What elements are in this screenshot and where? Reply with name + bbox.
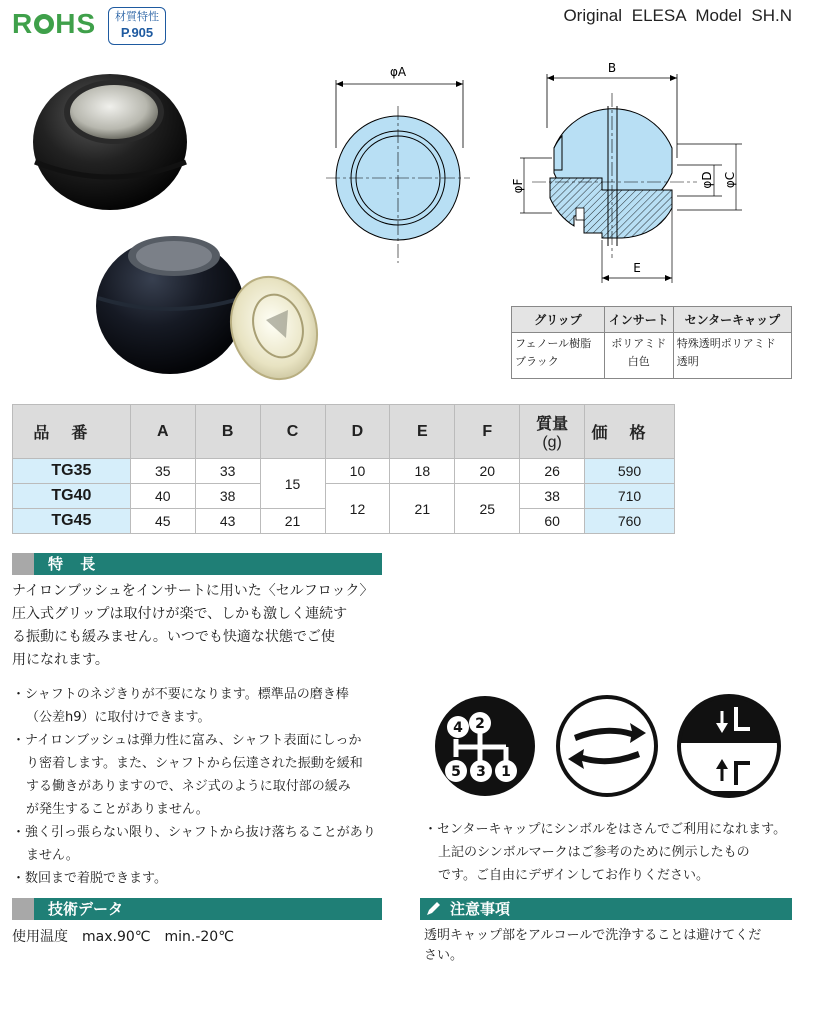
rohs-logo: R HS [12,8,97,39]
col-e: E [390,405,455,459]
note-line: ・センターキャップにシンボルをはさんでご利用になれます。 [424,822,787,837]
caution-line: 透明キャップ部をアルコールで洗浄することは避けてくだ [424,928,762,943]
table-row [13,484,675,509]
cell-b: 43 [195,509,260,534]
features-section-header [12,553,382,575]
cell-mass: 38 [520,484,585,509]
dim-e-label: E [633,261,641,275]
material-header-insert: インサート [604,307,673,333]
bullet-line: する働きがありますので、ネジ式のように取付部の緩み [26,779,351,794]
cell-f: 20 [455,459,520,484]
gear-digit: 5 [451,764,461,780]
pencil-icon [424,900,442,918]
cell-price: 710 [585,484,675,509]
col-mass-unit: (g) [542,434,562,451]
gearshift-symbol-icon [432,693,540,801]
cell-a: 35 [130,459,195,484]
material-header-grip: グリップ [512,307,605,333]
intro-line: る振動にも緩みません。いつでも快適な状態でご使 [12,629,335,645]
gear-digit: 2 [475,716,485,732]
caution-line: さい。 [424,948,464,963]
intro-line: ナイロンブッシュをインサートに用いた〈セルフロック〉 [12,583,374,599]
col-b: B [195,405,260,459]
cell-e: 21 [390,484,455,534]
intro-line: 圧入式グリップは取付けが楽で、しかも激しく連続す [12,606,348,622]
cell-a: 40 [130,484,195,509]
list-item [12,729,392,821]
part-number: TG40 [13,484,131,509]
gear-digit: 3 [476,764,486,780]
front-view-drawing [318,58,478,273]
material-header-cap: センターキャップ [673,307,791,333]
col-d: D [325,405,390,459]
cell-mass: 26 [520,459,585,484]
material-property-badge [108,7,166,45]
cell-c: 21 [260,509,325,534]
material-grip [512,333,605,379]
insert-material: ポリアミド [611,337,667,350]
cap-material: 特殊透明ポリアミド [676,337,776,350]
col-c: C [260,405,325,459]
bullet-line: り密着します。また、シャフトから伝達された振動を緩和 [26,756,363,771]
col-mass [520,405,585,459]
grip-color: ブラック [515,355,559,368]
bullet-line: ・シャフトのネジきりが不要になります。標準品の磨き棒 [12,687,349,702]
col-part-number: 品番 [13,405,131,459]
note-line: 上記のシンボルマークはご参考のために例示したもの [438,845,750,860]
cell-b: 33 [195,459,260,484]
list-item [12,683,392,729]
col-f: F [455,405,520,459]
features-title: 特 長 [48,555,102,573]
cell-c: 15 [260,459,325,509]
cell-f: 25 [455,484,520,534]
part-number: TG45 [13,509,131,534]
tech-data-section-header [12,898,382,920]
table-row [13,459,675,484]
section-tab-marker [12,898,34,920]
dim-f-label: φF [511,178,525,194]
gear-digit: 1 [501,764,511,780]
bullet-line: が発生することがありません。 [26,802,209,817]
badge-page-ref: P.905 [120,25,154,40]
material-cap [673,333,791,379]
cell-d: 10 [325,459,390,484]
dim-d-label: φD [700,171,714,189]
product-photo-knob [30,70,190,210]
insert-color: 白色 [627,355,650,368]
push-pull-symbol-icon [676,693,784,801]
bidirectional-arrows-symbol-icon [554,693,662,801]
cap-color: 透明 [676,355,699,368]
intro-line: 用になれます。 [12,652,109,668]
bullet-line: ・ナイロンブッシュは弾力性に富み、シャフト表面にしっか [12,733,362,748]
bullet-line: ・強く引っ張らない限り、シャフトから抜け落ちることがあり [12,825,376,840]
material-table [511,306,792,379]
caution-title: 注意事項 [450,900,511,918]
bullet-line: ません。 [26,848,79,863]
bullet-line: ・数回まで着脱できます。 [12,871,167,886]
part-number: TG35 [13,459,131,484]
cell-price: 590 [585,459,675,484]
note-line: です。ご自由にデザインしてお作りください。 [438,868,710,883]
list-item [12,821,392,867]
cell-d: 12 [325,484,390,534]
col-price: 価格 [585,405,675,459]
cell-mass: 60 [520,509,585,534]
symbols-note [424,818,804,887]
operating-temperature: 使用温度 max.90℃ min.-20℃ [12,929,234,945]
list-item [12,867,392,890]
grip-material: フェノール樹脂 [515,337,592,350]
col-mass-label: 質量 [536,416,569,433]
tech-data-title: 技術データ [48,900,124,918]
section-view-drawing [492,58,752,288]
col-a: A [130,405,195,459]
badge-label: 材質特性 [115,10,159,23]
section-tab-marker [12,553,34,575]
caution-section-header [420,898,792,920]
bullet-line: （公差h9）に取付けできます。 [26,710,211,725]
gear-digit: 4 [453,720,463,736]
dim-a-label: φA [389,65,407,79]
product-photo-knob-with-cap [92,228,332,388]
model-title: Original ELESA Model SH.N [563,6,792,25]
spec-table [12,404,675,534]
cell-e: 18 [390,459,455,484]
features-bullets [12,683,392,890]
cell-b: 38 [195,484,260,509]
caution-text [424,926,804,966]
dim-c-label: φC [723,171,737,189]
dim-b-label: B [607,61,617,75]
cell-price: 760 [585,509,675,534]
cell-a: 45 [130,509,195,534]
features-intro [12,580,392,672]
material-insert [604,333,673,379]
